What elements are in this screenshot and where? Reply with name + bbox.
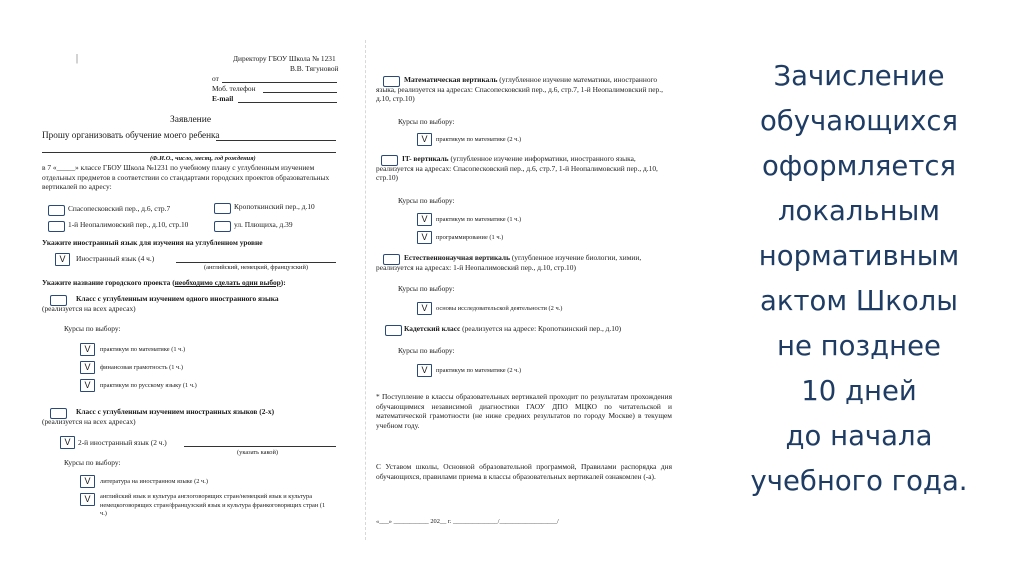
cadet-desc: (реализуется на адресе: Кропоткинский пер., д.10) (462, 324, 622, 333)
from-label: от (212, 74, 219, 83)
address-checkbox-4[interactable] (214, 221, 231, 232)
course-checkbox[interactable]: V (80, 475, 95, 488)
email-label: E-mail (212, 94, 234, 103)
project-heading-note: необходимо сделать один выбор (174, 278, 281, 287)
it-title: IT- вертикаль (402, 154, 449, 163)
courses-label-1: Курсы по выбору: (64, 324, 121, 333)
addressee-line1: Директору ГБОУ Школа № 1231 (233, 54, 336, 63)
cadet-vertical (404, 324, 621, 334)
phone-label: Моб. телефон (212, 84, 256, 93)
class-text: в 7 «_____» классе ГБОУ Школа №1231 по учебному плану с углубленным изучением отдельных предметов в соответствии со стандартами городских проектов образовательных вертикалей по адресу: (42, 163, 330, 192)
it-desc: (углубленное изучение информатики, иностранного языка, реализуется на адресах: Спасопесковский пер., д.6, стр.7, 1-й Неопалимовский пер., д.10, стр.10) (376, 154, 658, 183)
consent-text: С Уставом школы, Основной образовательной программой, Правилами распорядка дня обучающихся, правилами приема в классы образовательных вертикалей ознакомлен (-а). (376, 462, 672, 481)
course-checkbox[interactable]: V (80, 361, 95, 374)
from-field[interactable] (222, 82, 337, 83)
phone-field[interactable] (263, 92, 337, 93)
project-heading (42, 278, 286, 288)
cadet-checkbox[interactable] (385, 325, 402, 336)
email-field[interactable] (238, 102, 337, 103)
slide-title-line: не позднее (777, 330, 941, 362)
course-item: практикум по математике (1 ч.) (100, 346, 186, 353)
project-heading-start: Укажите название городского проекта ( (42, 278, 175, 287)
addressee-line2: В.В. Тягуновой (290, 64, 339, 73)
address-checkbox-1[interactable] (48, 205, 65, 216)
courses-label-2: Курсы по выбору: (64, 458, 121, 467)
science-courses-label: Курсы по выбору: (398, 284, 455, 293)
course-item: литература на иностранном языке (2 ч.) (100, 478, 208, 485)
slide-title-line: локальным (777, 195, 941, 227)
slide-title-line: актом Школы (760, 285, 958, 317)
science-course-checkbox[interactable]: V (417, 302, 432, 315)
course-checkbox[interactable]: V (80, 379, 95, 392)
it-course: программирование (1 ч.) (436, 234, 504, 241)
second-lang-checkbox[interactable]: V (60, 436, 75, 449)
math-course: практикум по математике (2 ч.) (436, 136, 522, 143)
language-checkbox[interactable]: V (55, 253, 70, 266)
fio-hint: (Ф.И.О., число, месяц, год рождения) (150, 155, 256, 162)
request-text: Прошу организовать обучение моего ребенка (42, 130, 220, 140)
slide-title-line: до начала (785, 420, 933, 452)
course-item: английский язык и культура англоговорящих стран/немецкий язык и культура немецкоговорящих стран/французский язык и культура франкоговорящих стран (1 ч.) (100, 493, 326, 518)
course-checkbox[interactable]: V (80, 343, 95, 356)
signature-date-line[interactable]: «___» ___________ 202__ г. ______________/__________________/ (376, 518, 559, 525)
slide-title-line: 10 дней (801, 375, 917, 407)
address-2: Кропоткинский пер., д.10 (234, 202, 315, 211)
second-lang-hint: (указать какой) (237, 449, 279, 456)
address-checkbox-3[interactable] (48, 221, 65, 232)
science-course: основы исследовательской деятельности (2 ч.) (436, 305, 563, 312)
class-one-lang: Класс с углубленным изучением одного иностранного языка (76, 294, 279, 303)
language-hint: (английский, немецкий, французский) (204, 264, 309, 271)
cadet-course: практикум по математике (2 ч.) (436, 367, 522, 374)
slide-title-line: нормативным (758, 240, 960, 272)
math-title: Математическая вертикаль (404, 75, 498, 84)
project-heading-end: ): (280, 278, 286, 287)
class-two-lang-addr: (реализуется на всех адресах) (42, 417, 136, 426)
cadet-courses-label: Курсы по выбору: (398, 346, 455, 355)
slide-title-line: оформляется (761, 150, 957, 182)
course-checkbox[interactable]: V (80, 493, 95, 506)
slide-title-line: Зачисление (773, 60, 945, 92)
address-checkbox-2[interactable] (214, 203, 231, 214)
math-desc: (углубленное изучение математики, иностранного языка, реализуется на адресах: Спасопесковский пер., д.6, стр.7, 1-й Неопалимовский пер., д.10, стр.10) (376, 75, 663, 104)
it-vertical (376, 154, 671, 183)
it-course-checkbox[interactable]: V (417, 213, 432, 226)
math-course-checkbox[interactable]: V (417, 133, 432, 146)
footnote: * Поступление в классы образовательных вертикалей проходит по результатам прохождения обучающимися независимой диагностики ГАОУ ДПО МЦКО по читательской и математической грамотности (не ниже средних результатов по городу Москве) в текущем учебном году. (376, 392, 672, 430)
it-courses-label: Курсы по выбору: (398, 196, 455, 205)
column-divider (365, 40, 366, 540)
second-lang-field[interactable] (184, 446, 336, 447)
address-1: Спасопесковский пер., д.6, стр.7 (68, 204, 171, 213)
class-two-lang: Класс с углубленным изучением иностранных языков (2-х) (76, 407, 275, 416)
cadet-title: Кадетский класс (404, 324, 461, 333)
slide-title-line: учебного года. (750, 465, 968, 497)
science-desc: (углубленное изучение биологии, химии, реализуется на адресах: 1-й Неопалимовский пер., д.10, стр.10) (376, 253, 642, 272)
language-option: Иностранный язык (4 ч.) (76, 254, 155, 263)
science-vertical (376, 253, 671, 272)
it-course: практикум по математике (1 ч.) (436, 216, 522, 223)
math-vertical (376, 75, 671, 104)
second-lang: 2-й иностранный язык (2 ч.) (78, 438, 167, 447)
slide-title-line: обучающихся (759, 105, 959, 137)
science-title: Естественнонаучная вертикаль (404, 253, 510, 262)
math-courses-label: Курсы по выбору: (398, 117, 455, 126)
it-course-checkbox[interactable]: V (417, 231, 432, 244)
language-field[interactable] (176, 262, 336, 263)
child-name-field[interactable] (216, 140, 336, 141)
course-item: практикум по русскому языку (1 ч.) (100, 382, 197, 389)
child-name-field-2[interactable] (42, 152, 336, 153)
language-heading: Укажите иностранный язык для изучения на углубленном уровне (42, 238, 263, 247)
margin-mark: | (76, 53, 79, 64)
slide-title (728, 54, 990, 504)
cadet-course-checkbox[interactable]: V (417, 364, 432, 377)
address-4: ул. Плющиха, д.39 (234, 220, 293, 229)
address-3: 1-й Неопалимовский пер., д.10, стр.10 (68, 220, 189, 229)
course-item: финансовая грамотность (1 ч.) (100, 364, 183, 371)
form-title: Заявление (170, 115, 212, 125)
class-one-lang-addr: (реализуется на всех адресах) (42, 304, 136, 313)
